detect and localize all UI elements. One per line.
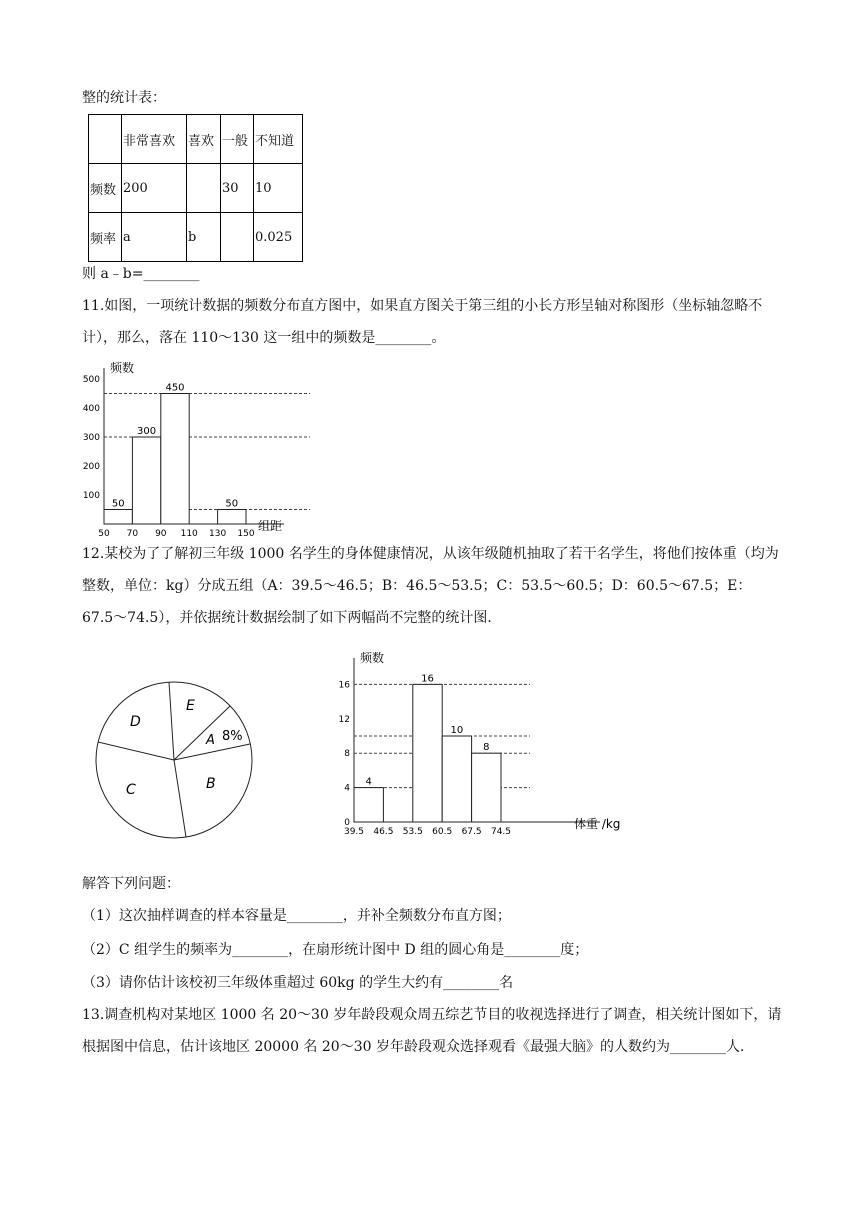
- table-row: [89, 164, 303, 213]
- table-row: [89, 213, 303, 262]
- table-cell: 200: [122, 164, 187, 213]
- histogram-bar: [442, 736, 471, 822]
- bar-value-label: 10: [450, 725, 464, 736]
- pie-chart-q12: [74, 664, 274, 864]
- bar-value-label: 4: [365, 776, 372, 788]
- pie-label-c: C: [126, 782, 136, 798]
- table-cell: 一般: [221, 115, 254, 164]
- bar-value-label: 16: [421, 673, 434, 685]
- bar-value-label: 8: [483, 742, 490, 754]
- table-cell: 10: [254, 164, 303, 213]
- q13-text: 13.调查机构对某地区 1000 名 20～30 岁年龄段观众周五综艺节目的收视选择进行了调查，相关统计图如下，请根据图中信息，估计该地区 20000 名 20～30 岁年龄段观众选择观看《最强大脑》的人数约为________人．: [82, 1007, 782, 1055]
- histogram-bar: [218, 510, 246, 525]
- x-tick-label: 60.5: [432, 827, 453, 837]
- bar-value-label: 450: [165, 382, 185, 394]
- table-cell: 频率: [89, 213, 122, 262]
- pie-label-a-percent: 8%: [222, 729, 243, 744]
- statistics-table: [88, 114, 303, 262]
- y-tick-label: 8: [344, 749, 350, 760]
- y-tick-label: 400: [82, 404, 100, 414]
- table-cell: b: [187, 213, 221, 262]
- q12-sub-question-1: （1）这次抽样调查的样本容量是________，并补全频数分布直方图；: [82, 908, 511, 924]
- y-tick-label: 4: [344, 783, 350, 794]
- histogram-q12: [320, 648, 621, 848]
- table-cell: [187, 164, 221, 213]
- table-cell: [221, 213, 254, 262]
- x-axis-label: 组距: [258, 519, 283, 533]
- x-tick-label: 46.5: [373, 827, 394, 837]
- x-tick-label: 39.5: [343, 827, 365, 837]
- pie-divider: [169, 682, 174, 760]
- bar-value-label: 50: [111, 498, 125, 510]
- x-axis-label: 体重 /kg: [574, 817, 621, 831]
- x-tick-label: 50: [98, 529, 110, 539]
- q12-sub-question-2: （2）C 组学生的频率为________，在扇形统计图中 D 组的圆心角是________度；: [82, 942, 589, 958]
- y-axis-label: 频数: [360, 651, 385, 665]
- pie-divider: [174, 760, 186, 837]
- histogram-bar: [132, 437, 160, 524]
- histogram-bar: [413, 684, 442, 822]
- histogram-bar: [472, 753, 501, 822]
- x-tick-label: 67.5: [461, 827, 482, 837]
- y-tick-label: 100: [82, 491, 100, 501]
- table-cell: 30: [221, 164, 254, 213]
- y-tick-label: 16: [338, 680, 350, 691]
- table-cell: 非常喜欢: [122, 115, 187, 164]
- pie-label-d: D: [130, 714, 141, 730]
- histogram-bar: [104, 510, 132, 525]
- table-cell: [89, 115, 122, 164]
- table-cell: a: [122, 213, 187, 262]
- x-tick-label: 74.5: [490, 827, 512, 837]
- x-tick-label: 53.5: [402, 827, 423, 837]
- histogram-bar: [161, 394, 189, 525]
- x-tick-label: 110: [180, 529, 198, 539]
- x-tick-label: 70: [126, 529, 139, 539]
- table-row: [89, 115, 303, 164]
- table-cell: 0.025: [254, 213, 303, 262]
- table-cell: 频数: [89, 164, 122, 213]
- pie-label-e: E: [186, 698, 195, 714]
- histogram-bar: [354, 788, 383, 822]
- y-tick-label: 0: [344, 818, 350, 828]
- histogram-q11: [74, 356, 334, 539]
- x-tick-label: 130: [209, 529, 227, 539]
- y-tick-label: 12: [338, 714, 350, 725]
- y-tick-label: 200: [82, 462, 100, 472]
- bar-value-label: 50: [225, 498, 239, 510]
- pie-label-b: B: [206, 776, 216, 792]
- y-tick-label: 300: [82, 433, 100, 443]
- x-tick-label: 90: [155, 529, 167, 539]
- q11-text: 11.如图，一项统计数据的频数分布直方图中，如果直方图关于第三组的小长方形呈轴对称图形（坐标轴忽略不计），那么，落在 110～130 这一组中的频数是________。: [82, 298, 763, 346]
- intro-text: 整的统计表：: [82, 90, 166, 106]
- table-cell: 不知道: [254, 115, 303, 164]
- x-tick-label: 150: [237, 529, 255, 539]
- table-cell: 喜欢: [187, 115, 221, 164]
- q12-answer-intro: 解答下列问题：: [82, 876, 180, 892]
- y-tick-label: 500: [82, 375, 100, 385]
- bar-value-label: 300: [137, 426, 157, 437]
- y-axis-label: 频数: [110, 361, 135, 375]
- pie-divider: [98, 742, 174, 760]
- q12-sub-question-3: （3）请你估计该校初三年级体重超过 60kg 的学生大约有________名: [82, 975, 514, 991]
- q10-answer-line: 则 a﹣b=________: [82, 266, 200, 282]
- q12-text: 12.某校为了了解初三年级 1000 名学生的身体健康情况，从该年级随机抽取了若干名学生，将他们按体重（均为整数，单位：kg）分成五组（A：39.5～46.5；B：46.5～53.5；C：53.5～60.5；D：60.5～67.5；E：67.5～74.5），并依据统计数据绘制了如下两幅尚不完整的统计图．: [82, 546, 779, 626]
- pie-label-a: A: [206, 733, 215, 748]
